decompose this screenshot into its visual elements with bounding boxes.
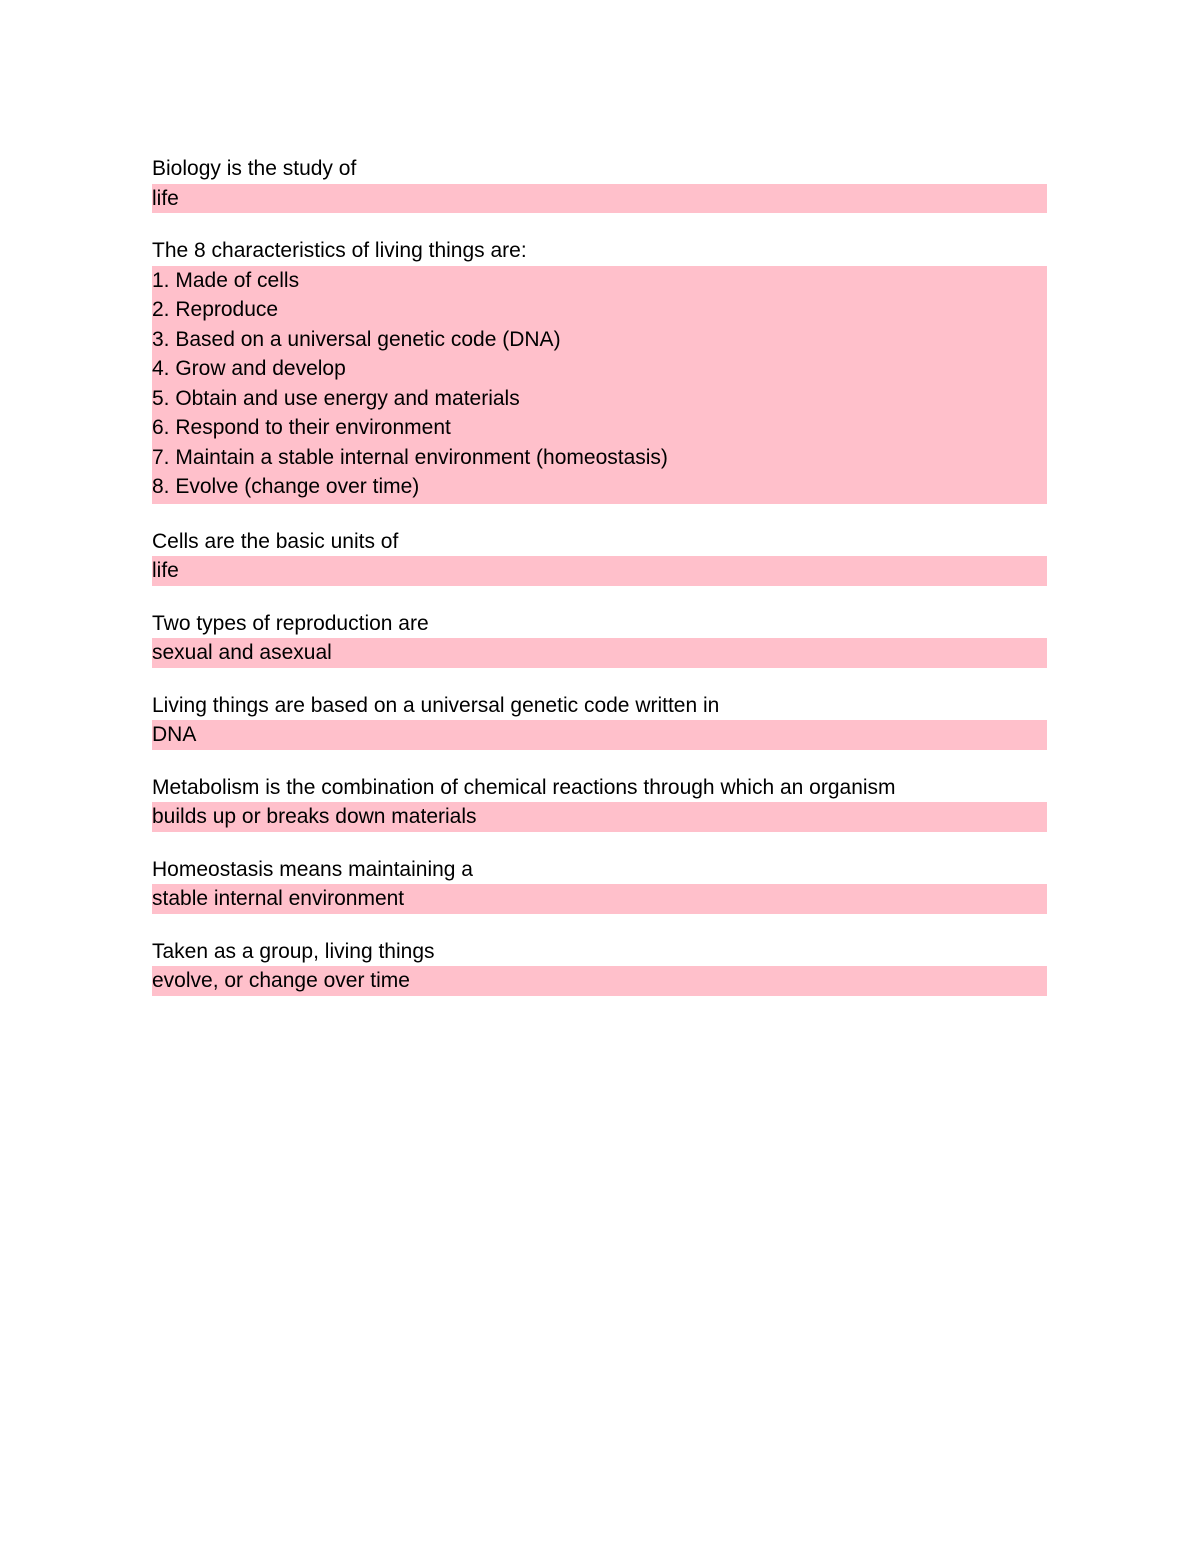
- qa-item-evolution: [152, 937, 1047, 996]
- answer-text: life: [152, 559, 179, 582]
- qa-item-reproduction: [152, 609, 1047, 668]
- qa-item-homeostasis: [152, 855, 1047, 914]
- question-text: The 8 characteristics of living things are:: [152, 239, 527, 262]
- answer-list-item: 3. Based on a universal genetic code (DNA): [152, 327, 561, 351]
- qa-item-cells: [152, 527, 1047, 586]
- answer-list-item: 6. Respond to their environment: [152, 416, 451, 439]
- answer-box: [152, 802, 1047, 832]
- answer-list-item: 4. Grow and develop: [152, 357, 346, 380]
- answer-text: DNA: [152, 723, 197, 746]
- question-text: Taken as a group, living things: [152, 939, 435, 963]
- document-page: [152, 154, 1047, 1019]
- answer-list-item: 8. Evolve (change over time): [152, 475, 420, 498]
- answer-list-item: 5. Obtain and use energy and materials: [152, 386, 520, 410]
- answer-box: [152, 266, 1047, 504]
- question-text: Cells are the basic units of: [152, 529, 399, 553]
- question-text: Two types of reproduction are: [152, 611, 429, 635]
- question-text: Biology is the study of: [152, 157, 357, 180]
- question-text: Homeostasis means maintaining a: [152, 857, 473, 881]
- answer-text: stable internal environment: [152, 887, 405, 910]
- qa-item-metabolism: [152, 773, 1047, 832]
- answer-box: [152, 966, 1047, 996]
- answer-box: [152, 638, 1047, 668]
- answer-text: life: [152, 186, 179, 210]
- answer-box: [152, 720, 1047, 750]
- question-text: Metabolism is the combination of chemical reactions through which an organism: [152, 775, 896, 799]
- answer-list-item: 7. Maintain a stable internal environment (homeostasis): [152, 445, 668, 469]
- answer-list-item: 1. Made of cells: [152, 268, 300, 292]
- question-text: Living things are based on a universal genetic code written in: [152, 693, 720, 717]
- answer-box: [152, 184, 1047, 214]
- answer-box: [152, 556, 1047, 586]
- qa-item-genetic-code: [152, 691, 1047, 750]
- answer-list-item: 2. Reproduce: [152, 298, 279, 321]
- qa-item-biology: [152, 154, 1047, 213]
- answer-text: evolve, or change over time: [152, 969, 410, 992]
- answer-text: builds up or breaks down materials: [152, 805, 477, 828]
- answer-box: [152, 884, 1047, 914]
- answer-text: sexual and asexual: [152, 641, 332, 664]
- qa-item-characteristics: [152, 236, 1047, 504]
